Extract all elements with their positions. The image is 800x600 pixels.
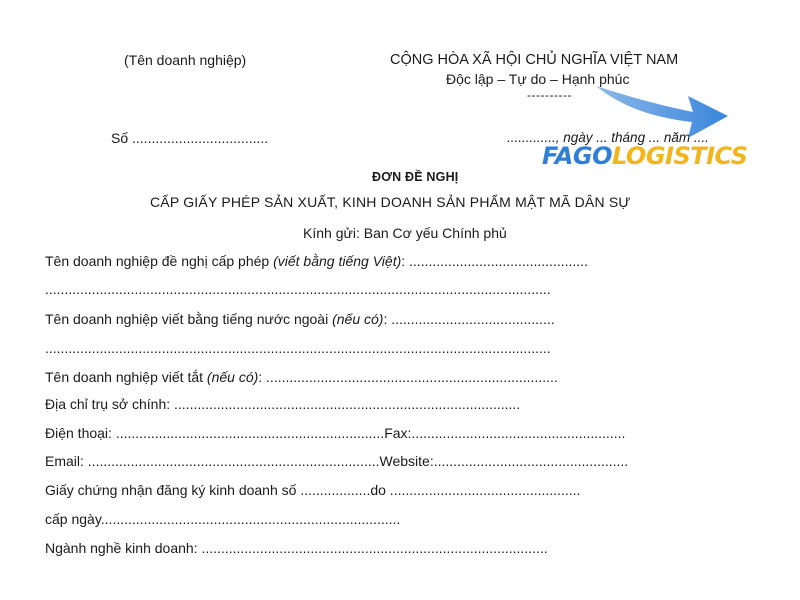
- motto-rule: ----------: [527, 88, 572, 102]
- field-label: Tên doanh nghiệp viết bằng tiếng nước ngoài: [45, 311, 333, 327]
- field-company-name-foreign: [45, 311, 555, 327]
- field-issue-date: cấp ngày.............................................................................: [45, 511, 401, 527]
- field-dots: : ...........................................................................: [258, 369, 558, 385]
- field-company-name-foreign-continuation: ..................................................................................................................................: [45, 340, 551, 356]
- field-business-industry: Ngành nghề kinh doanh: .........................................................................................: [45, 540, 548, 556]
- place-date-line: ............., ngày ... tháng ... năm ....: [507, 130, 709, 145]
- field-label: Tên doanh nghiệp viết tắt: [45, 369, 207, 385]
- field-note: (nếu có): [332, 311, 384, 327]
- document-type-title: ĐƠN ĐỀ NGHỊ: [372, 170, 459, 184]
- org-placeholder: (Tên doanh nghiệp): [124, 52, 247, 68]
- watermark-brand-text: [542, 142, 748, 170]
- field-company-short-name: [45, 369, 558, 385]
- brand-part-fago: FAGO: [542, 142, 612, 170]
- field-dots: : ..........................................: [383, 311, 555, 327]
- field-note: (nếu có): [206, 369, 259, 385]
- document-subject: CẤP GIẤY PHÉP SẢN XUẤT, KINH DOANH SẢN PHẨM MẬT MÃ DÂN SỰ: [150, 194, 631, 210]
- field-dots: : ..............................................: [401, 253, 588, 269]
- field-phone-fax: Điện thoại: .....................................................................Fax:.......................................................: [45, 425, 626, 441]
- field-head-office-address: Địa chỉ trụ sở chính: .........................................................................................: [45, 396, 521, 412]
- field-company-name-vn: [45, 253, 588, 269]
- field-email-website: Email: ...........................................................................Website:..................................................: [45, 453, 629, 469]
- nation-motto: Độc lập – Tự do – Hạnh phúc: [446, 71, 630, 87]
- field-company-name-vn-continuation: ..................................................................................................................................: [45, 281, 551, 297]
- field-label: Tên doanh nghiệp đề nghị cấp phép: [45, 253, 274, 269]
- arrow-swoosh-icon: [538, 72, 788, 152]
- nation-title: CỘNG HÒA XÃ HỘI CHỦ NGHĨA VIỆT NAM: [390, 52, 679, 68]
- field-business-registration: Giấy chứng nhận đăng ký kinh doanh số ..................do .................................................: [45, 482, 581, 498]
- field-note: (viết bằng tiếng Việt): [273, 253, 402, 269]
- brand-part-logistics: LOGISTICS: [611, 142, 748, 170]
- document-number-line: Số ...................................: [111, 130, 269, 146]
- fagologistics-watermark: [538, 72, 788, 182]
- recipient-line: Kính gửi: Ban Cơ yếu Chính phủ: [303, 225, 507, 241]
